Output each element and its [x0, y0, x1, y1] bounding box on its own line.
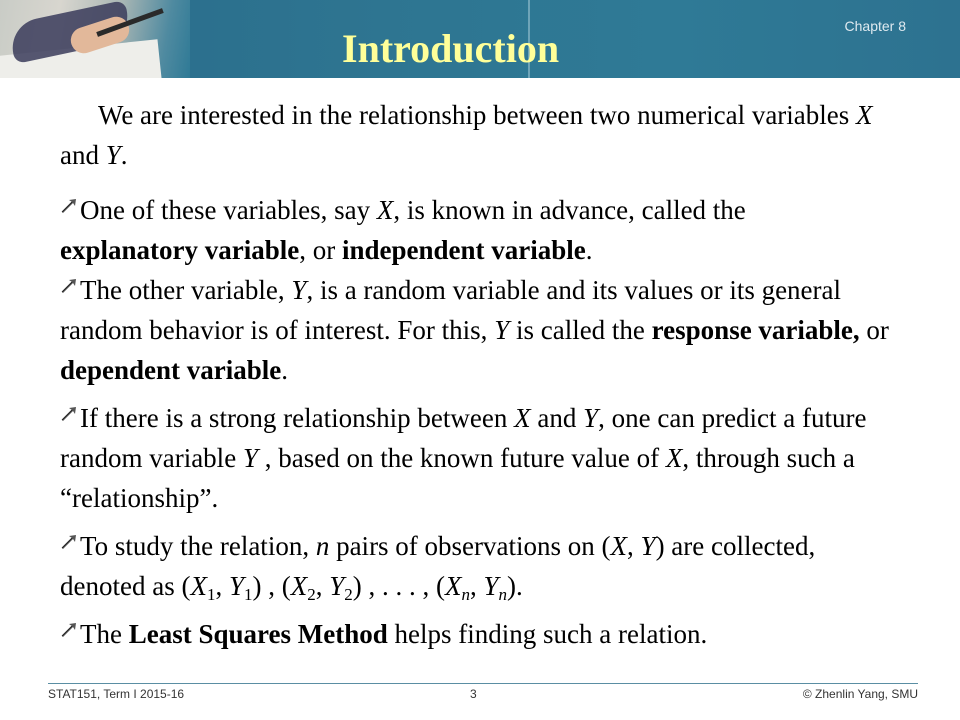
page-number: 3	[470, 687, 477, 701]
bullet-item: If there is a strong relationship between X and Y, one can predict a future random variable Y , based on the known future value of X, through such a “relationship”.	[60, 403, 867, 513]
footer-course: STAT151, Term I 2015-16	[48, 687, 185, 701]
footer-copyright: © Zhenlin Yang, SMU	[802, 687, 918, 701]
bullet-arrow-icon	[60, 405, 78, 423]
bullet-item: To study the relation, n pairs of observations on (X, Y) are collected, denoted as ($X_1$, $Y_1$) , ($X_2$, $Y_2$) , . . . , ($X_n$, $Y_n$).	[60, 531, 816, 604]
bullet-arrow-icon	[60, 621, 78, 639]
bullet-arrow-icon	[60, 533, 78, 551]
intro-paragraph: We are interested in the relationship between two numerical variables X and Y.	[60, 100, 873, 170]
slide-title: Introduction	[342, 26, 560, 71]
chapter-label: Chapter 8	[844, 18, 906, 34]
footer-divider	[48, 683, 918, 684]
bullet-arrow-icon	[60, 277, 78, 295]
header-banner	[0, 0, 960, 78]
bullet-item: One of these variables, say X, is known in advance, called the explanatory variable, or independent variable.	[60, 195, 746, 265]
bullet-item: The other variable, Y, is a random variable and its values or its general random behavior is of interest. For this, Y is called the response variable, or dependent variable.	[60, 275, 889, 385]
bullet-list	[60, 190, 890, 662]
bullet-arrow-icon	[60, 197, 78, 215]
bullet-item: The Least Squares Method helps finding such a relation.	[60, 614, 890, 654]
header-photo	[0, 0, 190, 78]
